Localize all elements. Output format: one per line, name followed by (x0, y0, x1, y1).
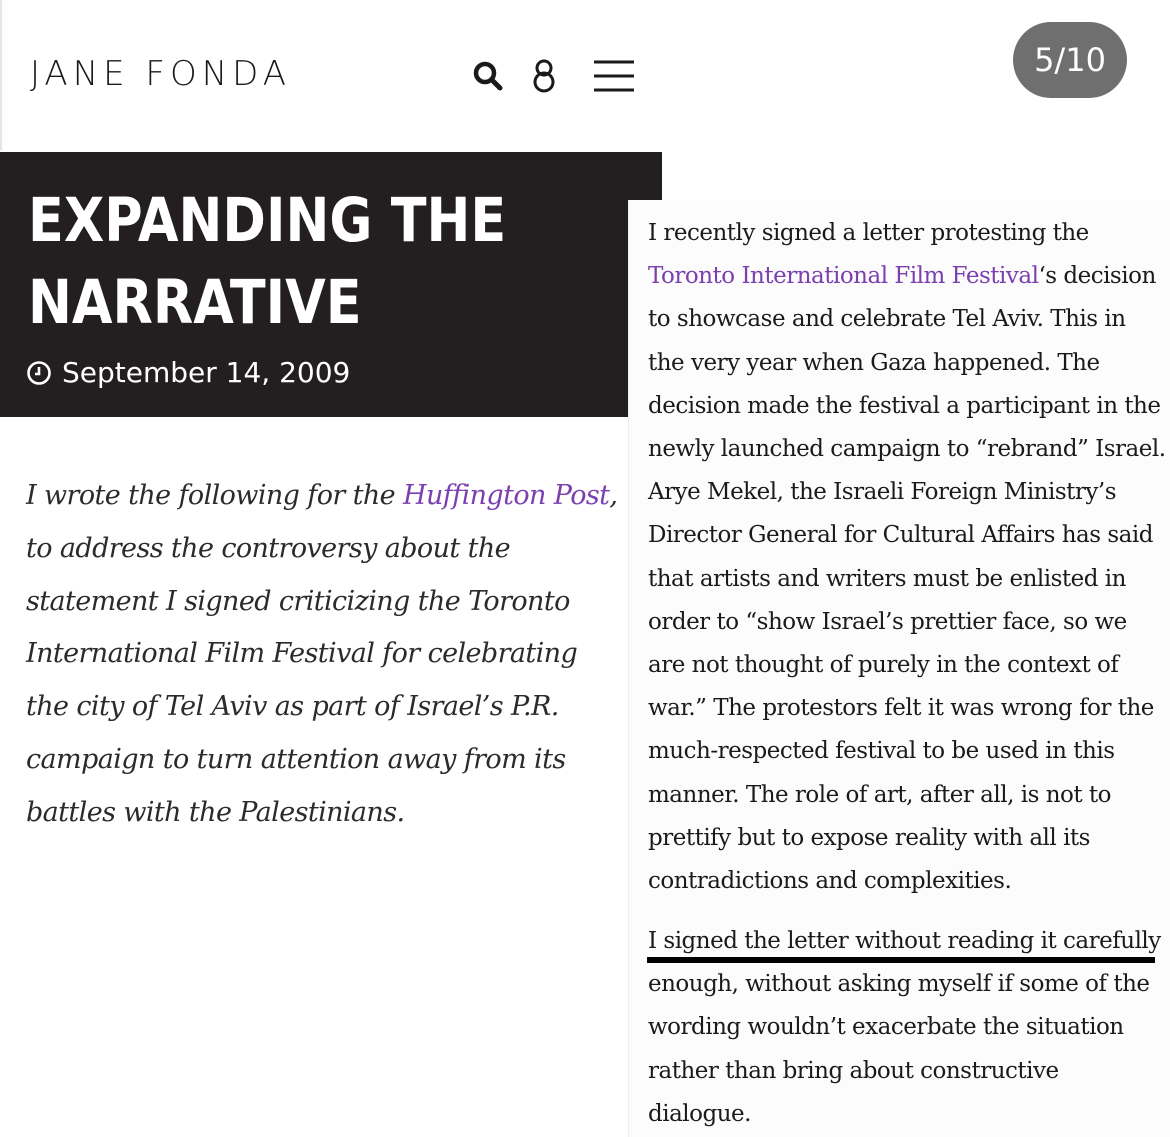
article-paragraph-1 (648, 212, 1168, 903)
intro-paragraph (26, 470, 618, 840)
tiff-link[interactable]: Toronto International Film Festival (648, 263, 1039, 290)
menu-icon[interactable] (592, 58, 636, 94)
user-icon[interactable] (526, 58, 562, 94)
intro-text-pre: I wrote the following for the (26, 480, 404, 511)
page-title-line-2: NARRATIVE (28, 267, 362, 338)
post-date-text: September 14, 2009 (62, 356, 351, 389)
paragraph-1-post: ‘s decision to showcase and celebrate Tel Aviv. This in the very year when Gaza happened. The decision made the festival a participant in the newly launched campaign to “rebrand” Israel. Arye Mekel, the Israeli Foreign Ministry’s Director General for Cultural Affairs has said that artists and writers must be enlisted in order to “show Israel’s prettier face, so we are not thought of purely in the context of war.” The protestors felt it was wrong for the much-respected festival to be used in this manner. The role of art, after all, is not to prettify but to expose reality with all its contradictions and complexities. (648, 263, 1166, 895)
image-counter-badge: 5/10 (1013, 22, 1127, 98)
intro-text-post: , to address the controversy about the statement I signed criticizing the Toronto International Film Festival for celebrating the city of Tel Aviv as part of Israel’s P.R. campaign to turn attention away from its battles with the Palestinians. (26, 480, 618, 828)
article-paragraph-2: I signed the letter without reading it carefully enough, without asking myself if some of the wording wouldn’t exacerbate the situation rather than bring about constructive dialogue. (648, 928, 1161, 1127)
post-date (26, 356, 350, 389)
huffington-post-link[interactable]: Huffington Post (403, 480, 610, 511)
page-title-line-1: EXPANDING THE (28, 185, 507, 256)
paragraph-1-pre: I recently signed a letter protesting the (648, 220, 1089, 246)
site-logo[interactable]: JANE FONDA (30, 54, 292, 94)
search-icon[interactable] (470, 58, 506, 94)
clock-icon (26, 360, 52, 386)
highlight-underline (647, 957, 1155, 963)
article-body-panel (628, 200, 1170, 1137)
page-title (28, 180, 544, 344)
hero-banner (0, 152, 662, 417)
